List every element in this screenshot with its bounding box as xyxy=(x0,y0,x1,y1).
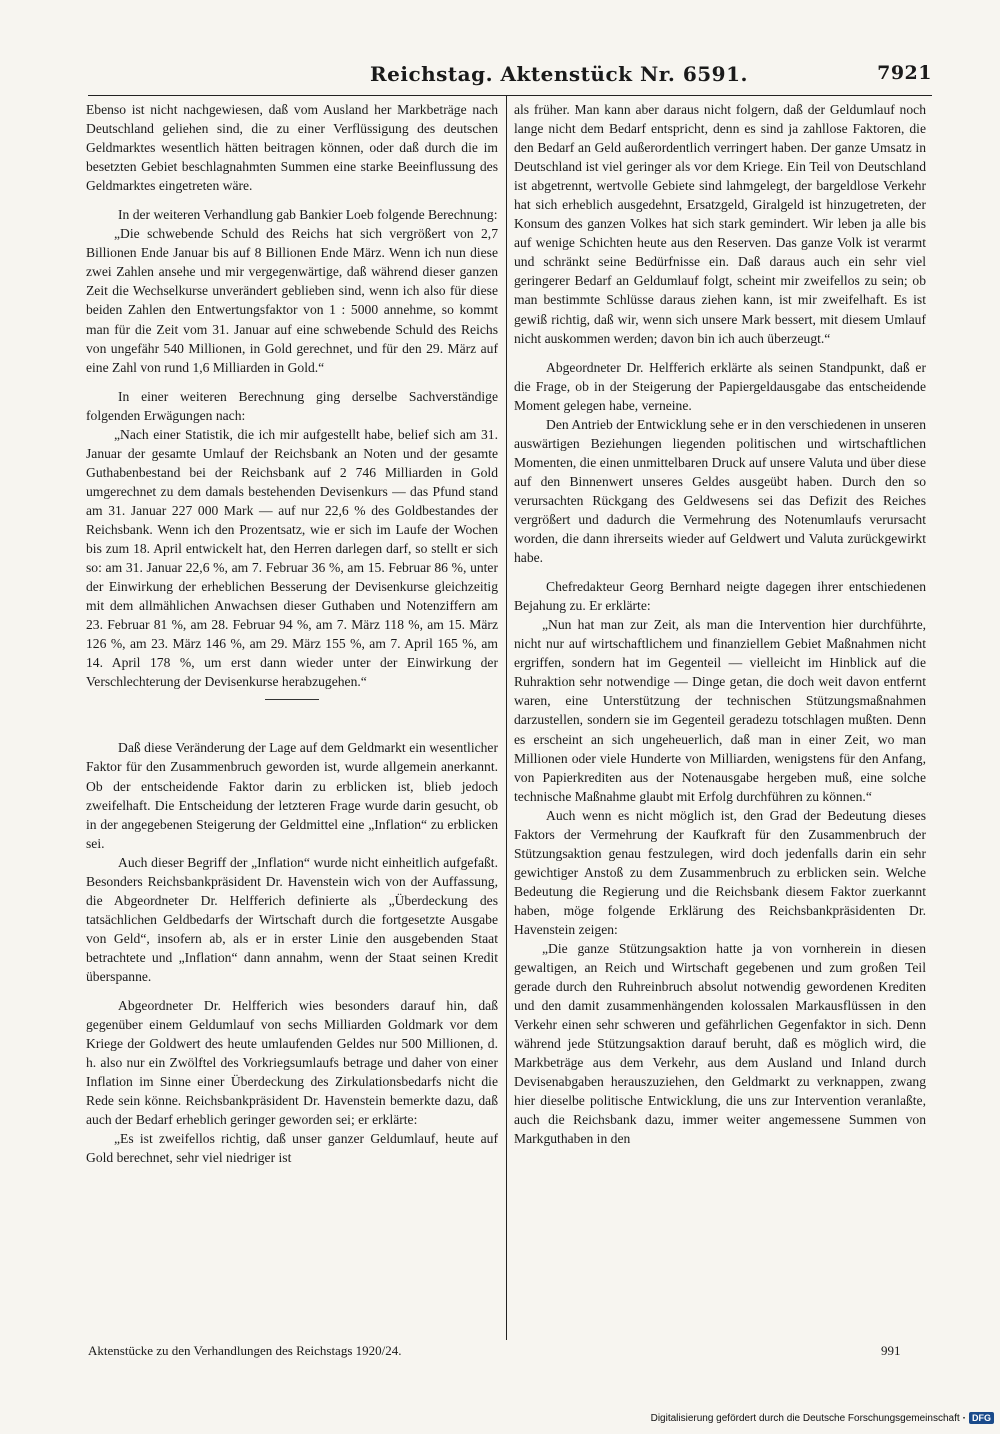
header-rule xyxy=(88,95,932,96)
digitization-credit xyxy=(651,1410,994,1426)
credit-text: Digitalisierung gefördert durch die Deutsche Forschungsgemeinschaft xyxy=(650,1412,960,1424)
paragraph: Ebenso ist nicht nachgewiesen, daß vom Ausland her Markbeträge nach Deutschland geliehen sind, die zu einer Verflüssigung des deutschen Geldmarktes wesentlich hätten beitragen können, oder daß durch die im besetzten Gebiet beschlagnahmten Summen eine starke Beeinflussung des Geldmarktes eingetreten wäre. xyxy=(86,102,498,194)
paragraph: Daß diese Veränderung der Lage auf dem Geldmarkt ein wesentlicher Faktor für den Zusammenbruch geworden ist, wurde allgemein anerkannt. Ob der entscheidende Faktor darin zu erblicken ist, blieb jedoch zweifelhaft. Die Entscheidung der letzteren Frage wurde darin gesucht, ob in der angegebenen Steigerung der Geldmittel eine „Inflation“ zu erblicken sei. xyxy=(86,740,498,851)
column-divider xyxy=(506,96,507,1340)
footer-number: 991 xyxy=(881,1343,901,1358)
right-column xyxy=(514,100,926,1149)
paragraph: In einer weiteren Berechnung ging derselbe Sachverständige folgenden Erwägungen nach: xyxy=(86,388,498,423)
paragraph: Auch wenn es nicht möglich ist, den Grad der Bedeutung dieses Faktors der Vermehrung der Kaufkraft für den Zusammenbruch der Stützungsaktion genau festzulegen, wird doch jedenfalls darin ein sehr gewichtiger Anstoß zu dem Zusammenbruch zu erblicken sein. Welche Bedeutung die Regierung und die Reichsbank diesem Faktor zuerkannt haben, möge folgende Erklärung des Reichsbankpräsidenten Dr. Havenstein zeigen: xyxy=(514,807,926,937)
paragraph: „Nun hat man zur Zeit, als man die Intervention hier durchführte, nicht nur auf wirtschaftlichem und finanziellem Gebiet Maßnahmen nicht ergriffen, sondern hat im Gegenteil — vielleicht im Hinblick auf die Ruhraktion sehr notwendige — Dinge getan, die doch weit davon entfernt waren, eine Unterstützung der technischen Stützungsmaßnahmen darzustellen, sondern sie im Gegenteil geradezu totschlagen mußten. Denn es erscheint an sich ungeheuerlich, daß man in einer Zeit, wo man Millionen oder viele Hunderte von Milliarden, wenigstens für den Anfang, von Papierkrediten aus der Notenausgabe hergeben muß, eine solche technische Maßnahme glaubt mit Erfolg durchführen zu können.“ xyxy=(514,617,926,804)
credit-separator: · xyxy=(962,1412,966,1424)
paragraph: „Die schwebende Schuld des Reichs hat sich vergrößert von 2,7 Billionen Ende Januar bis auf 8 Billionen Ende März. Wenn ich nun diese zwei Zahlen ansehe und mir vergegenwärtige, daß während dieser ganzen Zeit die Wechselkurse unverändert geblieben sind, wenn ich also für diese beiden Zahlen den Entwertungsfaktor von 1 : 5000 annehme, so kommt man für die Zeit vom 31. Januar auf eine schwebende Schuld des Reichs von ungefähr 540 Millionen, in Gold gerechnet, und für den 29. März auf eine Zahl von rund 1,6 Milliarden in Gold.“ xyxy=(86,226,498,375)
section-separator xyxy=(265,699,319,700)
dfg-logo-icon: DFG xyxy=(969,1412,994,1424)
paragraph: In der weiteren Verhandlung gab Bankier Loeb folgende Berechnung: xyxy=(118,207,498,223)
paragraph: als früher. Man kann aber daraus nicht folgern, daß der Geldumlauf noch lange nicht dem Bedarf entspricht, denn es sind ja zahllose Faktoren, die den Bedarf an Geld außerordentlich verringert haben. Der ganze Umsatz in Deutschland ist viel geringer als vor dem Kriege. Ein Teil von Deutschland ist abgetrennt, wertvolle Gebiete sind lahmgelegt, der bargeldlose Verkehr hat sich erheblich ausgedehnt, Ersatzgeld, Giralgeld ist hinzugetreten, der Konsum des ganzen Volkes hat sich stark gemindert. Wir leben ja alle bis auf wenige Schichten heute aus den Reserven. Das ganze Volk ist verarmt und schränkt seine Bedürfnisse ein. Daß daraus auch ein sehr viel geringerer Bedarf an Geldumlauf folgt, scheint mir zweifellos zu sein; ob man bestimmte Schlüsse daraus ziehen kann, ist mir zweifelhaft. Es ist gewiß richtig, daß wir, wenn sich unsere Mark bessert, mit diesem Umlauf nicht auskommen werden; davon bin ich auch überzeugt.“ xyxy=(514,102,926,346)
paragraph: Abgeordneter Dr. Helfferich wies besonders darauf hin, daß gegenüber einem Geldumlauf von sechs Milliarden Goldmark vor dem Kriege der Goldwert des heute umlaufenden Geldes nur 500 Millionen, d. h. also nur ein Zwölftel des Vorkriegsumlaufs betrage und daher von einer Inflation im Sinne einer Überdeckung des Zirkulationsbedarfs nicht die Rede sein könne. Reichsbankpräsident Dr. Havenstein bemerkte dazu, daß auch der Bedarf erheblich geringer geworden sei; er erklärte: xyxy=(86,998,498,1128)
paragraph: Auch dieser Begriff der „Inflation“ wurde nicht einheitlich aufgefaßt. Besonders Reichsbankpräsident Dr. Havenstein wich von der Auffassung, die Abgeordneter Dr. Helfferich definierte als „Überdeckung des tatsächlichen Geldbedarfs der Wirtschaft durch die fortgesetzte Ausgabe von Geld“, insofern ab, als er in erster Linie den ausgebenden Staat betrachtete und „Inflation“ dann annahm, wenn der Staat seinen Kredit überspanne. xyxy=(86,854,498,984)
paragraph: Chefredakteur Georg Bernhard neigte dagegen ihrer entschiedenen Bejahung zu. Er erklärte: xyxy=(514,579,926,614)
paragraph: „Es ist zweifellos richtig, daß unser ganzer Geldumlauf, heute auf Gold berechnet, sehr viel niedriger ist xyxy=(86,1131,498,1166)
left-column xyxy=(86,100,498,1167)
paragraph: „Die ganze Stützungsaktion hatte ja von vornherein in diesen gewaltigen, an Reich und Wirtschaft gegebenen und zum großen Teil gerade durch den Ruhreinbruch absolut notwendig gewordenen Krediten und den damit zusammenhängenden kolossalen Markausflüssen in den Verkehr einen sehr schweren und gefährlichen Gegenfaktor in sich. Denn während jede Stützungsaktion darauf beruht, daß es möglich wird, die Markbeträge aus dem Verkehr, aus dem Ausland und Inland durch Devisenabgaben herauszuziehen, den Geldmarkt zu verknappen, zwang hier dieselbe politische Entwicklung, die uns zur Intervention veranlaßte, auch die Reichsbank dazu, immer weiter angemessene Summen von Markguthaben in den xyxy=(514,941,926,1147)
paragraph: Den Antrieb der Entwicklung sehe er in den verschiedenen in unseren auswärtigen Beziehungen liegenden politischen und wirtschaftlichen Momenten, die einen unmittelbaren Druck auf unsere Valuta und über diese auf den Binnenwert unseres Geldes ausgeübt haben. Durch den so verursachten Rückgang des Geldwesens sei das Defizit des Reiches vergrößert und dadurch die Vermehrung des Notenumlaufs verursacht worden, die dann ihrerseits wieder auf Geldwert und Valuta zurückgewirkt habe. xyxy=(514,416,926,566)
page-footer xyxy=(88,1343,932,1363)
header-title: Reichstag. Aktenstück Nr. 6591. xyxy=(370,62,748,86)
paragraph: „Nach einer Statistik, die ich mir aufgestellt habe, belief sich am 31. Januar der gesamte Umlauf der Reichsbank an Noten und der gesamte Guthabenbestand bei der Reichsbank auf 2 746 Milliarden in Gold umgerechnet zu dem damals bestehenden Devisenkurs — das Pfund stand am 31. Januar 227 000 Mark — auf nur 22,6 % des Goldbestandes der Reichsbank. Wenn ich den Prozentsatz, wie er sich im Laufe der Wochen bis zum 18. April entwickelt hat, den Herren darlegen darf, so stellt er sich so: am 31. Januar 22,6 %, am 7. Februar 36 %, am 15. Februar 86 %, unter der Einwirkung der erheblichen Besserung der Devisenkurse gleichzeitig mit dem allmählichen Anwachsen dieser Guthaben und Notenziffern am 23. Februar 81 %, am 28. Februar 94 %, am 7. März 118 %, am 15. März 126 %, am 23. März 146 %, am 29. März 155 %, am 7. April 165 %, am 14. April 178 %, um erst dann wieder unter der Einwirkung der Verschlechterung der Devisenkurse herabzugehen.“ xyxy=(86,426,498,690)
page-header xyxy=(88,60,932,90)
footer-source: Aktenstücke zu den Verhandlungen des Reichstags 1920/24. xyxy=(88,1343,402,1358)
paragraph: Abgeordneter Dr. Helfferich erklärte als seinen Standpunkt, daß er die Frage, ob in der Steigerung der Papiergeldausgabe das entscheidende Moment gelegen habe, verneine. xyxy=(514,359,926,413)
page-number: 7921 xyxy=(877,62,932,84)
